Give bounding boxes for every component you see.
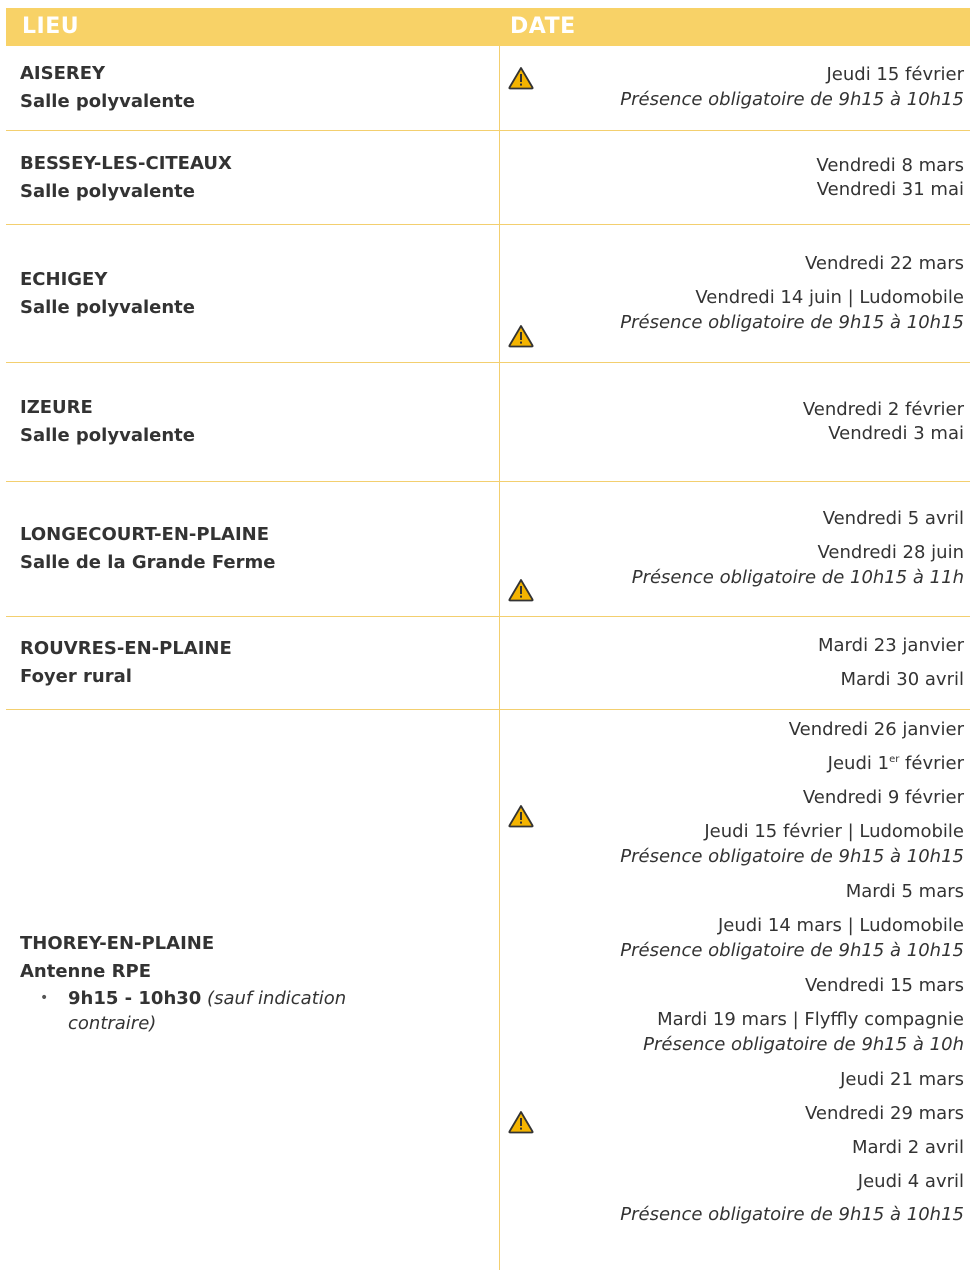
- table-row: [6, 617, 970, 710]
- place-name: IZEURE: [20, 397, 93, 418]
- date-entry: Mardi 5 mars: [845, 881, 964, 902]
- date-entry: Mardi 19 mars | Flyffly compagnie: [657, 1009, 964, 1030]
- attendance-note: Présence obligatoire de 9h15 à 10h15: [620, 311, 964, 333]
- place-name: LONGECOURT-EN-PLAINE: [20, 524, 270, 545]
- date-cell: [500, 363, 970, 481]
- date-entry: Vendredi 5 avril: [822, 508, 964, 529]
- schedule-table: [6, 8, 970, 1270]
- lieu-cell: [6, 482, 500, 616]
- date-cell: [500, 225, 970, 362]
- attendance-note: Présence obligatoire de 9h15 à 10h15: [620, 89, 964, 110]
- date-entry: Mardi 2 avril: [851, 1137, 964, 1158]
- attendance-note: Présence obligatoire de 9h15 à 10h15: [620, 846, 964, 867]
- date-cell: [500, 710, 970, 1270]
- date-entry: Mardi 23 janvier: [818, 635, 964, 656]
- date-entry: [828, 752, 964, 776]
- date-cell: [500, 482, 970, 616]
- date-entry: Vendredi 15 mars: [804, 975, 964, 996]
- table-row: [6, 46, 970, 131]
- date-entry: Vendredi 9 février: [802, 787, 964, 808]
- table-row: [6, 131, 970, 225]
- date-entry: Vendredi 2 février: [802, 399, 964, 420]
- lieu-cell: [6, 131, 500, 224]
- date-entry: Vendredi 8 mars: [816, 154, 964, 176]
- date-entry: Vendredi 26 janvier: [788, 719, 964, 740]
- table-row: [6, 710, 970, 1270]
- date-entry: Mardi 30 avril: [840, 669, 964, 690]
- attendance-note: Présence obligatoire de 9h15 à 10h15: [620, 940, 964, 961]
- date-month: février: [899, 753, 964, 774]
- date-cell: [500, 617, 970, 709]
- place-name: AISEREY: [20, 63, 106, 84]
- bullet-dot: •: [40, 990, 49, 1006]
- date-entry: Jeudi 4 avril: [857, 1171, 964, 1192]
- hours-remark: (sauf indication contraire): [68, 988, 347, 1034]
- table-header: [6, 8, 970, 46]
- hours-bullet: [40, 986, 499, 1036]
- venue-name: Salle polyvalente: [20, 91, 195, 112]
- date-entry: Vendredi 14 juin | Ludomobile: [695, 286, 964, 308]
- warning-icon: [508, 1110, 534, 1134]
- hours-range: 9h15 - 10h30: [68, 988, 202, 1009]
- date-text: Jeudi 1: [827, 753, 890, 774]
- date-entry: Vendredi 29 mars: [804, 1103, 964, 1124]
- venue-name: Foyer rural: [20, 666, 132, 687]
- venue-name: Salle de la Grande Ferme: [20, 552, 276, 573]
- warning-icon: [508, 324, 534, 348]
- lieu-cell: [6, 710, 500, 1270]
- date-cell: [500, 131, 970, 224]
- place-name: ECHIGEY: [20, 268, 108, 290]
- date-entry: Jeudi 15 février: [826, 64, 964, 85]
- warning-icon: [508, 804, 534, 828]
- date-entry: Vendredi 31 mai: [816, 178, 964, 200]
- venue-name: Salle polyvalente: [20, 296, 195, 318]
- lieu-cell: [6, 46, 500, 130]
- venue-name: Antenne RPE: [20, 961, 152, 982]
- warning-icon: [508, 66, 534, 90]
- table-row: [6, 363, 970, 482]
- ordinal-suffix: er: [889, 754, 900, 765]
- table-row: [6, 482, 970, 617]
- date-entry: Vendredi 3 mai: [828, 423, 964, 444]
- venue-name: Salle polyvalente: [20, 180, 195, 202]
- attendance-note: Présence obligatoire de 9h15 à 10h15: [620, 1204, 964, 1225]
- header-lieu: LIEU: [22, 14, 80, 39]
- date-entry: Jeudi 21 mars: [840, 1069, 964, 1090]
- place-name: THOREY-EN-PLAINE: [20, 933, 215, 954]
- warning-icon: [508, 578, 534, 602]
- venue-name: Salle polyvalente: [20, 425, 195, 446]
- date-entry: Vendredi 22 mars: [804, 252, 964, 274]
- header-date: DATE: [510, 14, 576, 39]
- place-name: BESSEY-LES-CITEAUX: [20, 152, 232, 174]
- attendance-note: Présence obligatoire de 9h15 à 10h: [643, 1034, 964, 1055]
- date-entry: Vendredi 28 juin: [817, 542, 964, 563]
- lieu-cell: [6, 225, 500, 362]
- date-cell: [500, 46, 970, 130]
- lieu-cell: [6, 617, 500, 709]
- date-entry: Jeudi 14 mars | Ludomobile: [717, 915, 964, 936]
- lieu-cell: [6, 363, 500, 481]
- date-entry: Jeudi 15 février | Ludomobile: [704, 821, 964, 842]
- table-row: [6, 225, 970, 363]
- place-name: ROUVRES-EN-PLAINE: [20, 638, 232, 659]
- attendance-note: Présence obligatoire de 10h15 à 11h: [631, 567, 964, 588]
